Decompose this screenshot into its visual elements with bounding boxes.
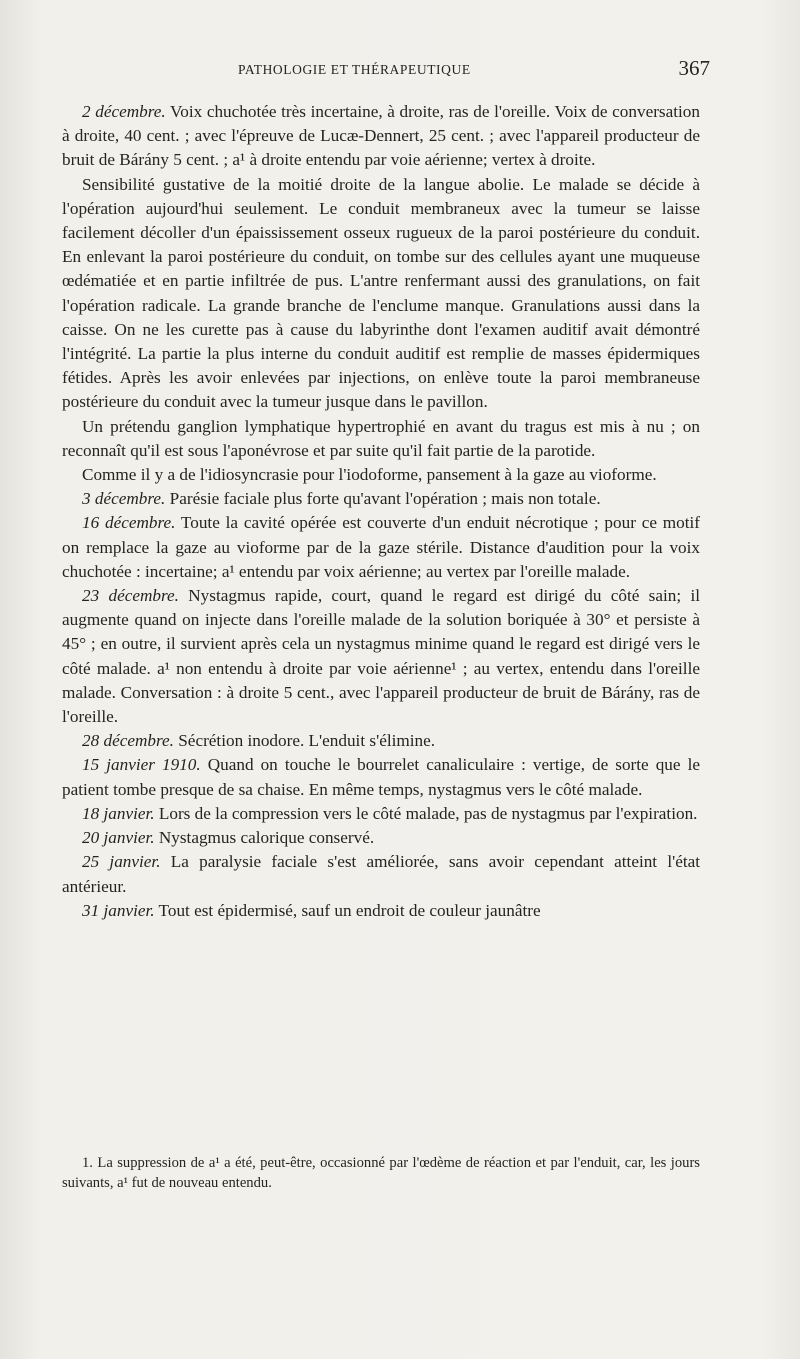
paragraph-text: Un prétendu ganglion lymphatique hypertrophié en avant du tragus est mis à nu ; on reconnaît qu'il est sous l'aponévrose et par suite qu'il fait partie de la parotide. <box>62 416 700 460</box>
running-title: PATHOLOGIE ET THÉRAPEUTIQUE <box>238 62 471 77</box>
paragraph <box>62 100 700 173</box>
entry-date: 3 décembre. <box>82 489 166 509</box>
entry-date: 31 janvier. <box>82 900 155 920</box>
entry-date: 20 janvier. <box>82 828 155 848</box>
page-header <box>62 56 710 84</box>
paragraph <box>62 850 700 898</box>
paragraph <box>62 173 700 415</box>
paragraph-text: Toute la cavité opérée est couverte d'un enduit nécrotique ; pour ce motif on remplace la gaze au vioforme par de la gaze stérile. Distance d'audition pour la voix chuchotée : incertaine; a¹ entendu par voix aérienne; au vertex par l'oreille malade. <box>62 513 700 581</box>
paragraph-text: Sensibilité gustative de la moitié droite de la langue abolie. Le malade se décide à l'opération aujourd'hui seulement. Le conduit membraneux avec la tumeur se laisse facilement décoller d'un épaississement osseux rugueux de la paroi postérieure du conduit. En enlevant la paroi postérieure du conduit, on tombe sur des cellules ayant une muqueuse œdématiée et en partie infiltrée de pus. L'antre renfermant aussi des granulations, on fait l'opération radicale. La grande branche de l'enclume manque. Granulations aussi dans la caisse. On ne les curette pas à cause du labyrinthe dont l'examen auditif avait démontré l'intégrité. La partie la plus interne du conduit auditif est remplie de masses épidermiques fétides. Après les avoir enlevées par injections, on enlève toute la paroi membraneuse postérieure du conduit avec la tumeur jusque dans le pavillon. <box>62 174 700 412</box>
paragraph-text: Parésie faciale plus forte qu'avant l'opération ; mais non totale. <box>165 489 601 509</box>
paragraph <box>62 584 700 729</box>
entry-date: 23 décembre. <box>82 586 179 606</box>
paragraph <box>62 729 700 753</box>
paragraph-text: Tout est épidermisé, sauf un endroit de couleur jaunâtre <box>154 900 541 920</box>
paragraph <box>62 487 700 511</box>
paragraph <box>62 802 700 826</box>
entry-date: 28 décembre. <box>82 731 174 751</box>
paragraph-text: Voix chuchotée très incertaine, à droite, ras de l'oreille. Voix de conversation à droite, 40 cent. ; avec l'épreuve de Lucæ-Dennert, 25 cent. ; avec l'appareil producteur de bruit de Bárány 5 cent. ; a¹ à droite entendu par voie aérienne; vertex à droite. <box>62 102 700 170</box>
entry-date: 16 décembre. <box>82 513 176 533</box>
paragraph <box>62 463 700 487</box>
paragraph-text: Lors de la compression vers le côté malade, pas de nystagmus par l'expiration. <box>154 803 698 823</box>
body-text <box>62 100 700 923</box>
entry-date: 18 janvier. <box>82 803 155 823</box>
paragraph-text: La paralysie faciale s'est améliorée, sans avoir cependant atteint l'état antérieur. <box>62 852 701 896</box>
page-number: 367 <box>678 56 710 80</box>
paragraph-text: Quand on touche le bourrelet canaliculaire : vertige, de sorte que le patient tombe presque de sa chaise. En même temps, nystagmus vers le côté malade. <box>62 755 700 799</box>
paragraph <box>62 511 700 584</box>
paragraph <box>62 826 700 850</box>
paragraph-text: Nystagmus rapide, court, quand le regard est dirigé du côté sain; il augmente quand on injecte dans l'oreille malade de la solution boriquée à 30° et persiste à 45° ; en outre, il survient après cela un nystagmus minime quand le regard est dirigé vers le côté malade. a¹ non entendu à droite par voie aérienne¹ ; au vertex, entendu dans l'oreille malade. Conversation : à droite 5 cent., avec l'appareil producteur de bruit de Bárány, ras de l'oreille. <box>62 586 700 727</box>
paragraph <box>62 899 700 923</box>
entry-date: 2 décembre. <box>82 102 166 121</box>
entry-date: 15 janvier 1910. <box>82 755 201 775</box>
entry-date: 25 janvier. <box>82 852 161 872</box>
paragraph-text: Nystagmus calorique conservé. <box>154 828 375 848</box>
footnote: 1. La suppression de a¹ a été, peut-être, occasionné par l'œdème de réaction et par l'enduit, car, les jours suivants, a¹ fut de nouveau entendu. <box>62 1155 700 1191</box>
footnotes <box>62 1153 700 1193</box>
paragraph <box>62 415 700 463</box>
paragraph-text: Sécrétion inodore. L'enduit s'élimine. <box>173 731 436 751</box>
paragraph-text: Comme il y a de l'idiosyncrasie pour l'iodoforme, pansement à la gaze au vioforme. <box>82 465 657 485</box>
paragraph <box>62 753 700 801</box>
